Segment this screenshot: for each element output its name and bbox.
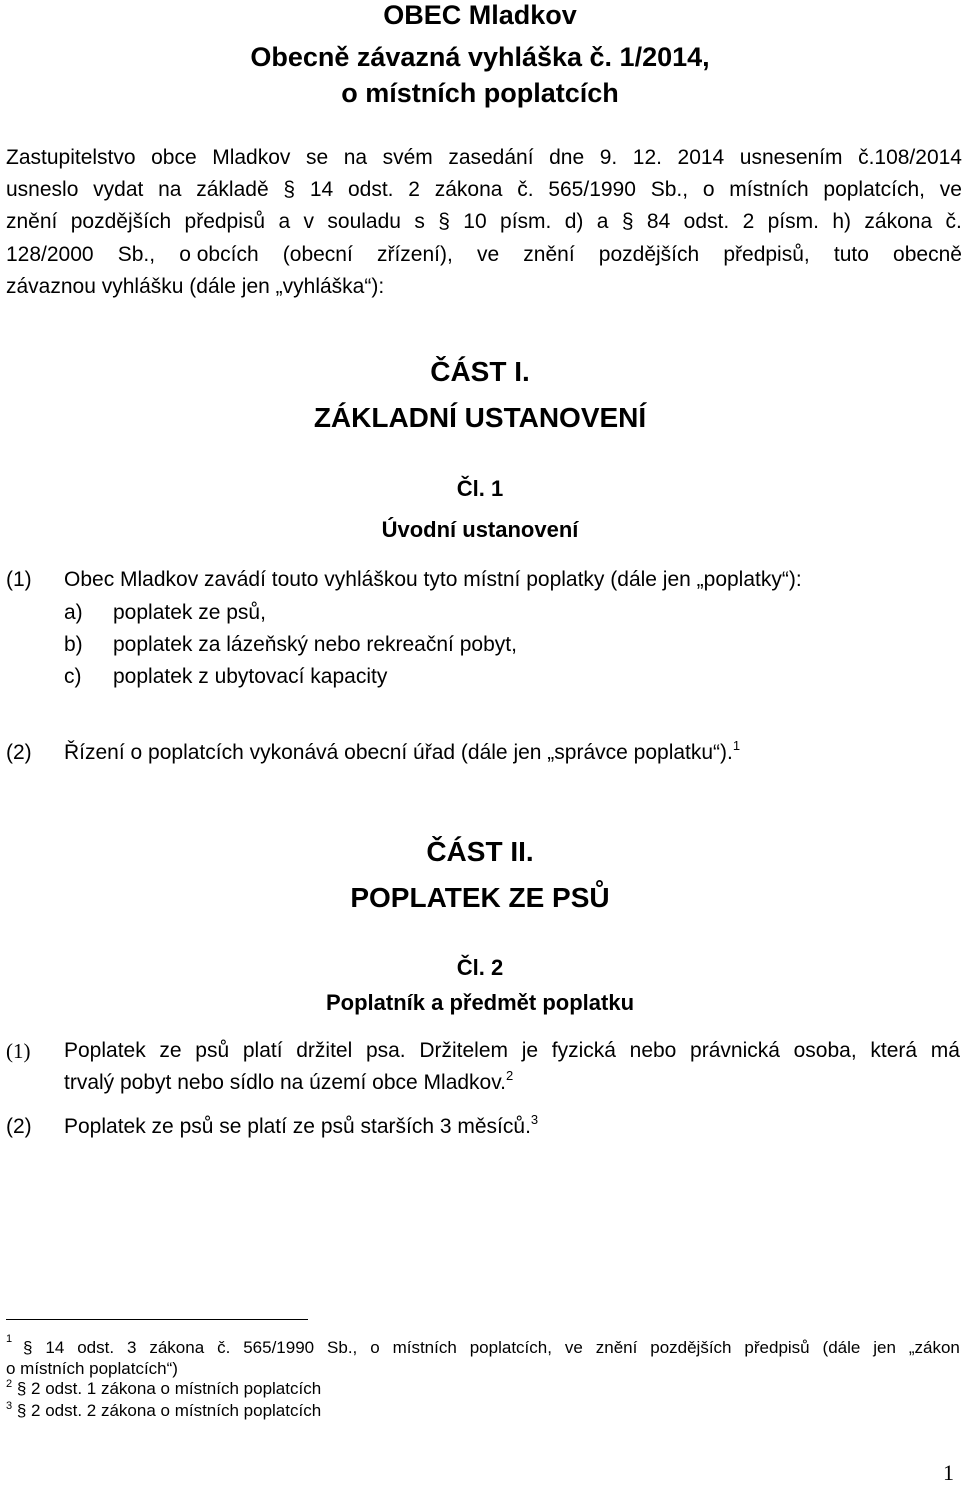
word: zákona [864,210,933,233]
word: ze [159,1039,182,1062]
word: znění [6,210,58,233]
word: dne [549,146,585,169]
preamble-line-4 [6,243,962,267]
word: 84 [646,210,671,233]
footnote-3-number: 3 [6,1400,13,1412]
word: ve [939,178,962,201]
word: v [303,210,315,233]
word: 9. [599,146,618,169]
preamble-line-1 [6,146,962,170]
word: odst. [77,1338,115,1357]
word: ve [564,1338,583,1357]
footnote-2-number: 2 [6,1378,13,1390]
word: svém [382,146,433,169]
word: má [930,1039,960,1062]
word: h) [832,210,852,233]
article1-para1-number: (1) [6,568,32,591]
article1-para2-number: (2) [6,741,32,764]
word: Sb., [117,243,156,266]
word: obecně [893,243,962,266]
word: místních [392,1338,457,1357]
word: odst. [683,210,730,233]
word: č. [217,1338,231,1357]
word: (obecní [282,243,353,266]
word: 565/1990 [548,178,636,201]
word: 10 [463,210,487,233]
word: obce [151,146,197,169]
preamble-line-5: závaznou vyhlášku (dále jen „vyhláška“): [6,275,385,298]
word: jen [873,1338,896,1357]
word: 12. [632,146,662,169]
word: § [621,210,634,233]
word: osoba, [793,1039,857,1062]
word: psa. [365,1039,406,1062]
municipality-heading: OBEC Mladkov [383,0,577,30]
word: 2014 [677,146,725,169]
word: 3 [126,1338,137,1357]
list-item-letter: b) [64,633,83,656]
part1-heading: ČÁST I. [430,356,530,387]
word: § [283,178,296,201]
word: Držitelem [419,1039,509,1062]
article2-para2 [64,1112,539,1139]
word: písm. [767,210,819,233]
word: usnesením [739,146,843,169]
word: která [870,1039,918,1062]
word: o obcích [179,243,259,266]
word: o [702,178,715,201]
article2-para1-line2-text: trvalý pobyt nebo sídlo na území obce Mladkov. [64,1071,507,1094]
word: Sb., [650,178,689,201]
word: předpisů [184,210,266,233]
part1-title: ZÁKLADNÍ USTANOVENÍ [313,402,647,433]
footnote-1-line1 [23,1338,960,1358]
footnote-3 [6,1401,321,1421]
word: „zákon [908,1338,960,1357]
word: předpisů, [723,243,810,266]
article2-para1-number: (1) [6,1039,31,1063]
word: psů [195,1039,230,1062]
list-item-letter: a) [64,601,83,624]
footnote-ref-1[interactable]: 1 [732,738,741,753]
decree-title-line1: Obecně závazná vyhláška č. 1/2014, [250,42,710,72]
footnote-2 [6,1379,321,1399]
article1-para1-text: Obec Mladkov zavádí touto vyhláškou tyto místní poplatky (dále jen „poplatky“): [64,568,802,591]
word: zasedání [448,146,534,169]
word: § [23,1338,33,1357]
word: č. [517,178,534,201]
word: Sb., [327,1338,358,1357]
footnote-1-line2: o místních poplatcích“) [6,1359,178,1378]
preamble-line-3 [6,210,962,234]
word: 128/2000 [6,243,94,266]
word: 2 [408,178,420,201]
word: Mladkov [212,146,291,169]
word: pozdějších [650,1338,732,1357]
word: na [158,178,182,201]
word: předpisů [744,1338,810,1357]
word: pozdějších [598,243,700,266]
word: poplatcích, [823,178,925,201]
word: 2 [742,210,755,233]
word: je [521,1039,539,1062]
word: platí [242,1039,283,1062]
word: souladu [327,210,401,233]
word: o [370,1338,380,1357]
page-number: 1 [943,1460,954,1485]
word: držitel [296,1039,353,1062]
list-item-text: poplatek za lázeňský nebo rekreační pobyt, [113,633,517,656]
article2-para2-number: (2) [6,1115,32,1138]
word: č. [945,210,962,233]
word: pozdějších [70,210,172,233]
word: se [305,146,329,169]
word: s [414,210,425,233]
word: znění [595,1338,638,1357]
word: a [596,210,609,233]
word: znění [523,243,575,266]
list-item-text: poplatek z ubytovací kapacity [113,665,388,688]
word: vydat [93,178,144,201]
word: základě [196,178,269,201]
article2-para1-line2 [64,1068,514,1095]
word: na [343,146,368,169]
word: zřízení), [376,243,453,266]
word: fyzická [551,1039,616,1062]
footnote-separator [6,1319,308,1320]
word: č.108/2014 [858,146,962,169]
article2-heading: Čl. 2 [456,955,504,980]
word: Poplatek [64,1039,146,1062]
article1-para2-text: Řízení o poplatcích vykonává obecní úřad (dále jen „správce poplatku“). [64,741,733,764]
decree-title-line2: o místních poplatcích [341,78,619,108]
footnote-2-text: § 2 odst. 1 zákona o místních poplatcích [16,1379,322,1398]
word: usneslo [6,178,79,201]
article1-title: Úvodní ustanovení [381,517,579,542]
article1-para2 [64,738,741,765]
word: právnická [690,1039,780,1062]
word: Zastupitelstvo [6,146,136,169]
word: § [438,210,450,233]
word: 14 [45,1338,65,1357]
word: zákona [149,1338,205,1357]
part2-heading: ČÁST II. [426,836,534,867]
word: 14 [309,178,334,201]
word: a [278,210,291,233]
article2-para2-text: Poplatek ze psů se platí ze psů starších 3 měsíců. [64,1115,531,1138]
article1-heading: Čl. 1 [456,476,504,501]
word: odst. [347,178,394,201]
list-item-letter: c) [64,665,82,688]
word: 565/1990 [243,1338,315,1357]
word: poplatcích, [469,1338,552,1357]
footnote-ref-2[interactable]: 2 [506,1068,514,1083]
word: (dále [822,1338,861,1357]
word: ve [476,243,500,266]
part2-title: POPLATEK ZE PSŮ [350,882,610,913]
footnote-ref-3[interactable]: 3 [530,1112,539,1127]
word: nebo [629,1039,677,1062]
article2-para1-line1 [64,1039,960,1063]
word: tuto [833,243,869,266]
list-item-text: poplatek ze psů, [113,601,266,624]
article2-title: Poplatník a předmět poplatku [325,990,635,1015]
footnote-1-number: 1 [6,1333,13,1345]
word: zákona [434,178,503,201]
footnote-3-text: § 2 odst. 2 zákona o místních poplatcích [16,1401,322,1420]
preamble-line-2 [6,178,962,202]
word: d) [564,210,584,233]
word: místních [729,178,809,201]
word: písm. [500,210,552,233]
